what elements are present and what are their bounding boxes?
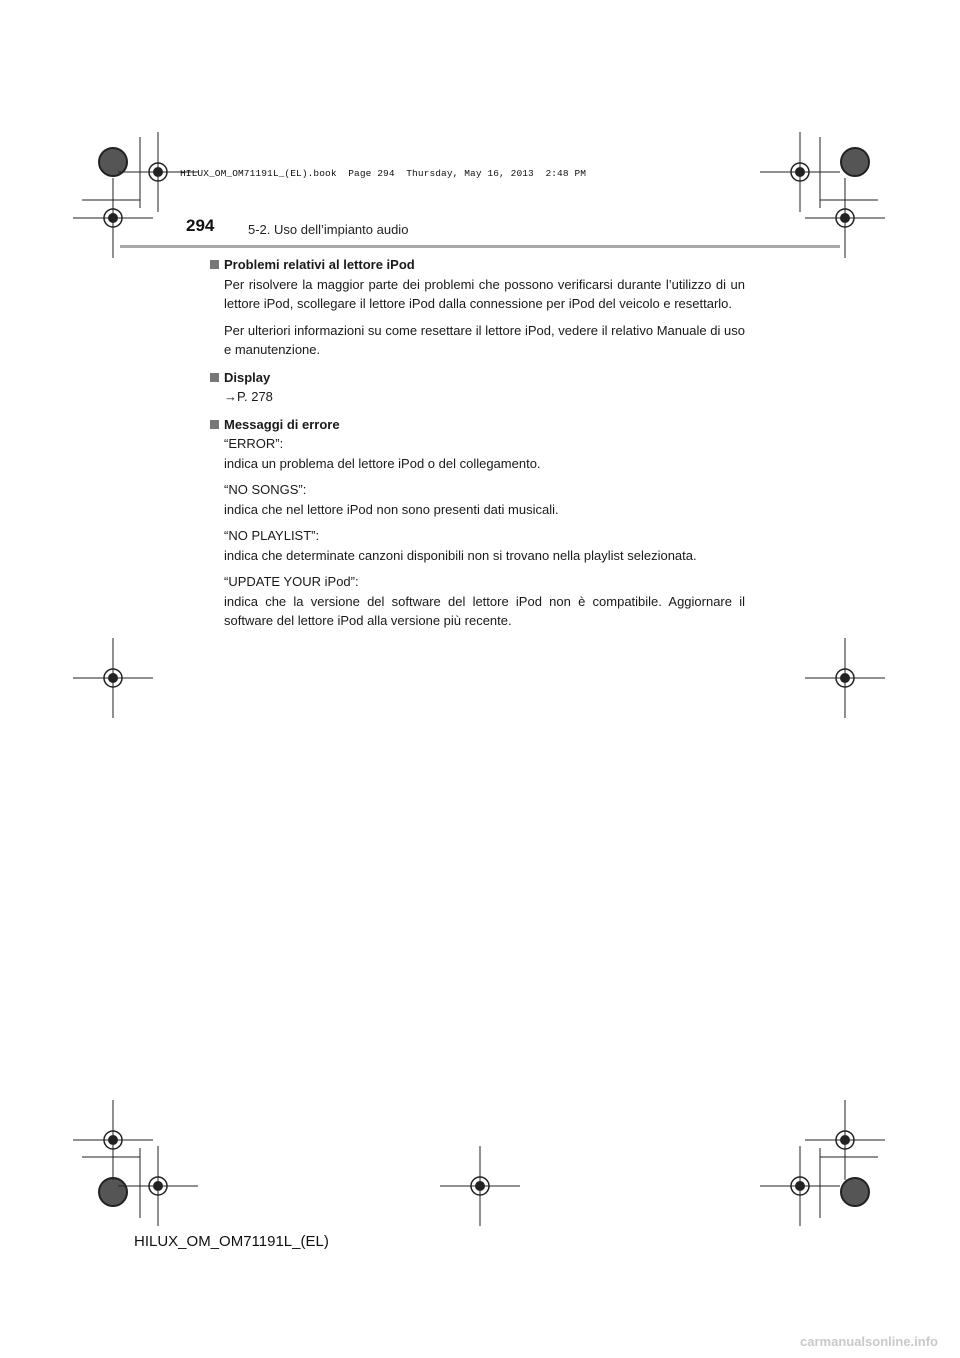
error-message-entry bbox=[224, 480, 745, 519]
error-code: “UPDATE YOUR iPod”: bbox=[224, 574, 359, 589]
topic-display bbox=[210, 368, 745, 407]
error-code: “NO PLAYLIST”: bbox=[224, 528, 320, 543]
site-watermark: carmanualsonline.info bbox=[800, 1334, 938, 1349]
topic-heading: Display bbox=[224, 369, 271, 385]
error-description: indica che la versione del software del lettore iPod non è compatibile. Aggiornare il software del lettore iPod alla versione più recente. bbox=[224, 593, 745, 628]
topic-heading: Messaggi di errore bbox=[224, 416, 340, 432]
square-bullet-icon bbox=[210, 260, 219, 269]
topic-ipod-problems bbox=[210, 255, 745, 360]
square-bullet-icon bbox=[210, 373, 219, 382]
footer-model-code: HILUX_OM_OM71191L_(EL) bbox=[134, 1233, 329, 1250]
square-bullet-icon bbox=[210, 420, 219, 429]
error-code: “NO SONGS”: bbox=[224, 482, 307, 497]
error-code: “ERROR”: bbox=[224, 436, 284, 451]
paragraph: Per risolvere la maggior parte dei problemi che possono verificarsi durante l’utilizzo di un lettore iPod, scollegare il lettore iPod dalla connessione per iPod del veicolo e resettarlo. bbox=[224, 276, 745, 311]
header-rule bbox=[120, 245, 840, 248]
page-reference-link[interactable]: →P. 278 bbox=[224, 389, 273, 404]
topic-error-messages bbox=[210, 415, 745, 631]
section-title: 5-2. Uso dell’impianto audio bbox=[248, 222, 409, 237]
book-file-strip: HILUX_OM_OM71191L_(EL).book Page 294 Thursday, May 16, 2013 2:48 PM bbox=[180, 168, 587, 179]
topic-heading: Problemi relativi al lettore iPod bbox=[224, 257, 415, 272]
page-number: 294 bbox=[186, 216, 215, 235]
paragraph: Per ulteriori informazioni su come resettare il lettore iPod, vedere il relativo Manuale di uso e manutenzione. bbox=[224, 322, 745, 357]
main-content bbox=[210, 255, 745, 639]
error-message-entry bbox=[224, 434, 745, 473]
error-description: indica che determinate canzoni disponibili non si trovano nella playlist selezionata. bbox=[224, 547, 697, 563]
error-description: indica un problema del lettore iPod o del collegamento. bbox=[224, 455, 541, 471]
error-message-entry bbox=[224, 526, 745, 565]
error-message-entry bbox=[224, 572, 745, 631]
error-description: indica che nel lettore iPod non sono presenti dati musicali. bbox=[224, 501, 559, 517]
